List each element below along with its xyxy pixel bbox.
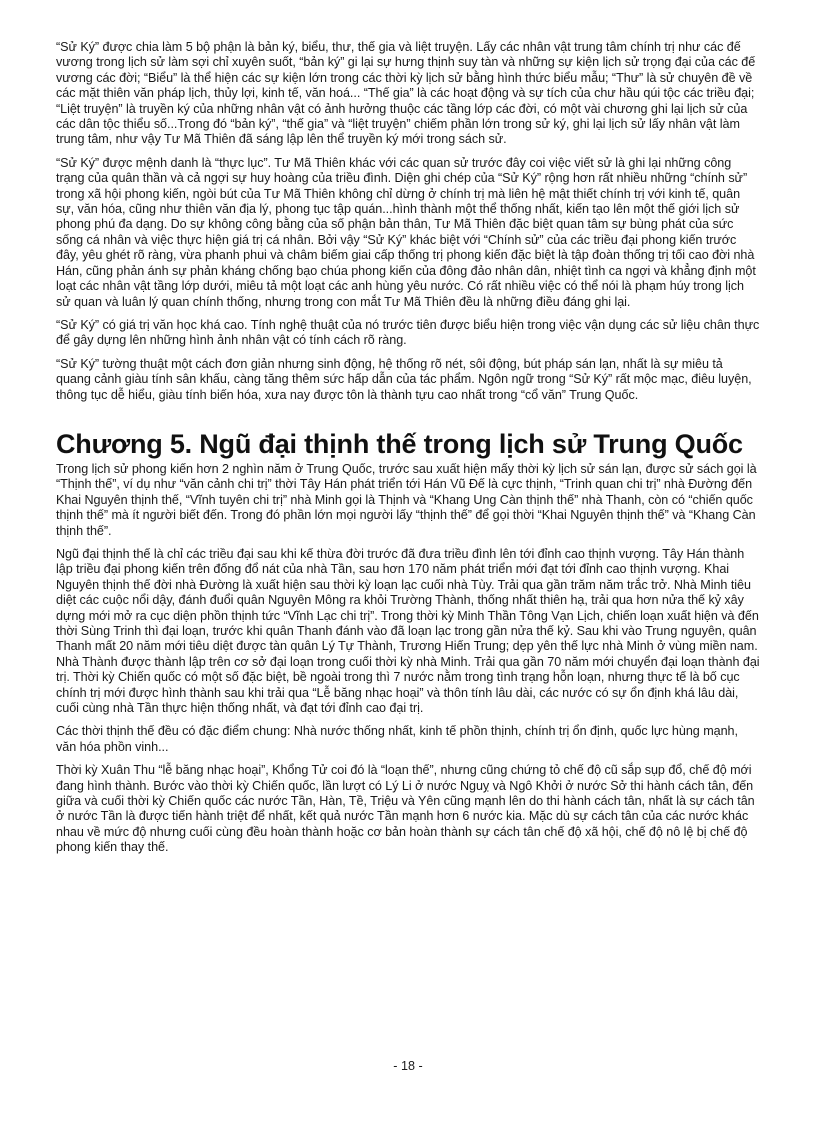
page-number: - 18 - [393, 1059, 423, 1073]
paragraph-su-ky-thuc-luc: “Sử Ký” được mệnh danh là “thực lục”. Tư Mã Thiên khác với các quan sử trước đây coi việc viết sử là ghi lại những công trạng của quân thần và cả ngợi sự huy hoàng của triều đình. Diện ghi chép của “Sử Ký” rộng hơn rất nhiều những “chính sử” trong xã hội phong kiến, ngòi bút của Tư Mã Thiên không chỉ dừng ở chính trị mà liên hệ mật thiết chính trị với kinh tế, quân sự, văn hóa, cũng như thiên văn địa lý, phong tục tập quán...hình thành một thể thống nhất, kiến tạo lên một thế giới lịch sử phong phú đa dạng. Do sự không công bằng của số phận bản thân, Tư Mã Thiên đặc biệt quan tâm sự bùng phát của sức sống cá nhân và việc thực hiện giá trị cá nhân. Bởi vậy “Sử Ký” khác biệt với “Chính sử” của các triều đại phong kiến trước đây, yêu ghét rõ ràng, vừa phanh phui và châm biếm giai cấp thống trị phong kiến đặc biệt là tập đoàn thống trị tối cao đời nhà Hán, cũng phản ánh sự phản kháng chống bạo chúa phong kiến của đông đảo nhân dân, nhiệt tình ca ngợi và khẳng định một loạt các nhân vật tầng lớp dưới, miêu tả một loạt các anh hùng yêu nước. Có rất nhiều việc có thể nói là phạm húy trong lịch sử quan và luân lý quan chính thống, nhưng trong con mắt Tư Mã Thiên đều là những điều đáng ghi lại. [56, 155, 756, 309]
paragraph-spring-autumn: Thời kỳ Xuân Thu “lễ băng nhạc hoại”, Khổng Tử coi đó là “loạn thế”, nhưng cũng chứng tỏ chế độ cũ sắp sụp đổ, chế độ mới đang hình thành. Bước vào thời kỳ Chiến quốc, lần lượt có Lý Li ở nước Nguỵ và Ngô Khởi ở nước Sở thi hành cách tân, đến giữa và cuối thời kỳ Chiến quốc các nước Tần, Hàn, Tề, Triệu và Yên cũng mạnh lên do thi hành cách tân, nhất là sự cách tân ở nước Tần là được tiến hành triệt để nhất, kết quả nước Tần mạnh hơn 6 nước kia. Mặc dù sự cách tân của các nước khác nhau về mức độ nhưng cuối cùng đều hoàn thành hoặc cơ bản hoàn thành sự cách tân chế độ xã hội, chế độ nô lệ bị chế độ phong kiến thay thế. [56, 763, 755, 855]
paragraph-su-ky-narration: “Sử Ký” tường thuật một cách đơn giản nhưng sinh động, hệ thống rõ nét, sôi động, bút pháp sán lạn, nhất là sự miêu tả quang cảnh giàu tính sân khấu, càng tăng thêm sức hấp dẫn của tác phẩm. Ngôn ngữ trong “Sử Ký” rất mộc mạc, điêu luyện, thông tục dễ hiểu, giàu tính biến hóa, xưa nay được tôn là thành tựu cao nhất trong “cổ văn” Trung Quốc. [56, 356, 752, 402]
chapter-title: Chương 5. Ngũ đại thịnh thế trong lịch sử Trung Quốc [56, 428, 743, 459]
paragraph-five-golden-ages: Ngũ đại thịnh thế là chỉ các triều đại sau khi kế thừa đời trước đã đưa triều đình lên tới đỉnh cao thịnh vượng. Tây Hán thành lập triều đại phong kiến trên đống đổ nát của nhà Tần, sau hơn 170 năm phát triển mới đạt tới đỉnh cao thịnh vượng. Khai Nguyên thịnh thế đời nhà Đường là xuất hiện sau thời kỳ loạn lạc cuối nhà Tùy. Trải qua gần trăm năm trắc trở. Nhà Minh tiêu diệt các cuộc nổi dậy, đánh đuổi quân Nguyên Mông ra khỏi Trường Thành, thống nhất thiên hạ, trải qua hơn nửa thế kỷ xây dựng mới mở ra cục diện phồn thịnh tức “Vĩnh Lạc chi trị”. Trong thời kỳ Minh Thần Tông Vạn Lịch, chiến loạn xuất hiện và đến thời Sùng Trinh thì đại loạn, trước khi quân Thanh đánh vào đã loạn lạc trong gần nửa thế kỷ. Sau khi vào Trung nguyên, quân Thanh mất 20 năm mới tiêu diệt được tàn quân Lý Tự Thành, Trương Hiến Trung; dẹp yên thế lực nhà Minh ở vùng miền nam. Nhà Thành được thành lập trên cơ sở đại loạn trong cuối thời kỳ nhà Minh. Trải qua gần 70 năm mới chuyển đại loạn thành đại trị. Thời kỳ Chiến quốc có một số đặc biệt, bề ngoài trong thì 7 nước nằm trong tình trạng hỗn loạn, nhưng thực tế là bố cục chính trị mới được hình thành sau khi trải qua “Lễ băng nhạc hoại” và thôn tính lâu dài, các nước có sự ổn định khá lâu dài, cuối cùng nhà Tần thực hiện thống nhất, và đạt tới đỉnh cao đại trị. [56, 546, 760, 716]
paragraph-chapter-intro: Trong lịch sử phong kiến hơn 2 nghìn năm ở Trung Quốc, trước sau xuất hiện mấy thời kỳ lịch sử sán lạn, được sử sách gọi là “Thịnh thế”, ví dụ như “văn cảnh chi trị” thời Tây Hán phát triển tới Hán Vũ Đế là cực thịnh, “Trinh quan chi trị” nhà Đường đến Khai Nguyên thịnh thế, “Vĩnh tuyên chi trị” nhà Minh gọi là Thịnh và “Khang Ung Càn thịnh thế” nhà Thanh, còn có “chiến quốc thịnh thế” mà ít người biết đến. Trong đó phần lớn mọi người lấy “thịnh thế” để gọi thời “Khai Nguyên thịnh thế” và “Khang Càn thịnh thế”. [56, 461, 757, 538]
paragraph-su-ky-literary-value: “Sử Ký” có giá trị văn học khá cao. Tính nghệ thuật của nó trước tiên được biểu hiện trong việc vận dụng các sử liệu chân thực để gây dựng lên những hình ảnh nhân vật có tính cách rõ ràng. [56, 317, 760, 348]
paragraph-common-features: Các thời thịnh thế đều có đặc điểm chung: Nhà nước thống nhất, kinh tế phồn thịnh, chính trị ổn định, quốc lực hùng mạnh, văn hóa phồn vinh... [56, 724, 738, 754]
paragraph-su-ky-structure: “Sử Ký” được chia làm 5 bộ phận là bản ký, biểu, thư, thế gia và liệt truyện. Lấy các nhân vật trung tâm chính trị như các đế vương trong lịch sử làm sợi chỉ xuyên suốt, “bản ký” gi lại sự hưng thịnh suy tàn và những sự kiện lịch sử trọng đại của các đế vương các đời; “Biểu” là thể hiện các sự kiện lớn trong các thời kỳ lịch sử bằng hình thức biểu mẫu; “Thư” là sử chuyên đề về các mặt thiên văn pháp lịch, thủy lợi, kinh tế, văn hoá... “Thế gia” là các hoạt động và sự tích của chư hầu qúi tộc các triều đại; “Liệt truyện” là truyền ký của những nhân vật có ảnh hưởng thuộc các tầng lớp các đời, có một vài chương ghi lại lịch sử của các dân tộc thiểu số...Trong đó “bản ký”, “thế gia” và “liệt truyện” chiếm phần lớn trong sử ký, ghi lại lịch sử lấy nhân vật làm trung tâm, như vậy Tư Mã Thiên đã sáng lập lên thể truyền ký mới trong sách sử. [56, 40, 756, 147]
